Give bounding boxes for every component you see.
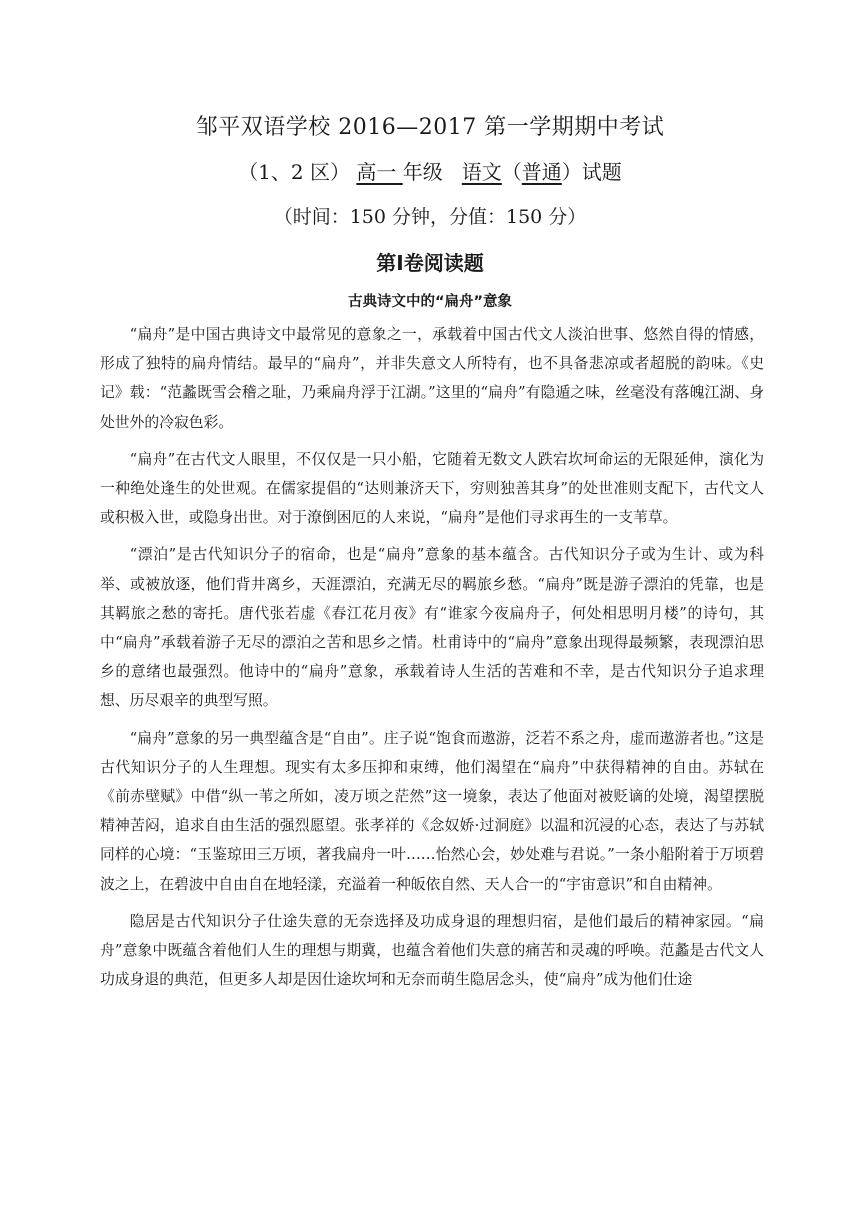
article-title: 古典诗文中的“扁舟”意象 (347, 294, 513, 310)
subject-type-close: ）试题 (561, 160, 622, 184)
article-paragraph: 隐居是古代知识分子仕途失意的无奈选择及功成身退的理想归宿，是他们最后的精神家园。“扁舟”意象中既蕴含着他们人生的理想与期冀，也蕴含着他们失意的痛苦和灵魂的呼唤。范蠡是古代文人功成身退的典范，但更多人却是因仕途坎坷和无奈而萌生隐居念头，使“扁舟”成为他们仕途 (100, 912, 764, 989)
grade-label: 高一 (356, 160, 403, 184)
grade-suffix: 年级 (402, 160, 443, 184)
exam-subtitle (0, 156, 860, 185)
subject-type-open: （ (501, 160, 522, 184)
district-label: （1、2 区） (238, 160, 350, 184)
subject-label: 语文 (461, 160, 502, 184)
subject-type-label: 普通 (521, 160, 562, 184)
article-body (100, 320, 764, 1002)
article-paragraph: “扁舟”是中国古典诗文中最常见的意象之一，承载着中国古代文人淡泊世事、悠然自得的情感，形成了独特的扁舟情结。最早的“扁舟”，并非失意文人所特有，也不具备悲凉或者超脱的韵味。《史记》载：“范蠡既雪会稽之耻，乃乘扁舟浮于江湖。”这里的“扁舟”有隐遁之味，丝毫没有落魄江湖、身处世外的冷寂色彩。 (100, 326, 764, 431)
article-paragraph: “扁舟”意象的另一典型蕴含是“自由”。庄子说“饱食而遨游，泛若不系之舟，虚而遨游者也。”这是古代知识分子的人生理想。现实有太多压抑和束缚，他们渴望在“扁舟”中获得精神的自由。苏轼在《前赤壁赋》中借“纵一苇之所如，凌万顷之茫然”这一境象，表达了他面对被贬谪的处境，渴望摆脱精神苦闷，追求自由生活的强烈愿望。张孝祥的《念奴娇·过洞庭》以温和沉浸的心态，表达了与苏轼同样的心境：“玉鉴琼田三万顷，著我扁舟一叶……怡然心会，妙处难与君说。”一条小船附着于万顷碧波之上，在碧波中自由自在地轻漾，充溢着一种皈依自然、天人合一的“宇宙意识”和自由精神。 (100, 729, 764, 893)
section-title: 第Ⅰ卷阅读题 (376, 251, 484, 275)
article-paragraph: “漂泊”是古代知识分子的宿命，也是“扁舟”意象的基本蕴含。古代知识分子或为生计、或为科举、或被放逐，他们背井离乡，天涯漂泊，充满无尽的羁旅乡愁。“扁舟”既是游子漂泊的凭靠，也是其羁旅之愁的寄托。唐代张若虚《春江花月夜》有“谁家今夜扁舟子，何处相思明月楼”的诗句，其中“扁舟”承载着游子无尽的漂泊之苦和思乡之情。杜甫诗中的“扁舟”意象出现得最频繁，表现漂泊思乡的意绪也最强烈。他诗中的“扁舟”意象，承载着诗人生活的苦难和不幸，是古代知识分子追求理想、历尽艰辛的典型写照。 (100, 546, 764, 710)
exam-time-info: （时间：150 分钟，分值：150 分） (273, 206, 587, 228)
exam-title: 邹平双语学校 2016—2017 第一学期期中考试 (195, 115, 665, 140)
article-paragraph: “扁舟”在古代文人眼里，不仅仅是一只小船，它随着无数文人跌宕坎坷命运的无限延伸，演化为一种绝处逢生的处世观。在儒家提倡的“达则兼济天下，穷则独善其身”的处世准则支配下，古代文人或积极入世，或隐身出世。对于潦倒困厄的人来说，“扁舟”是他们寻求再生的一支苇草。 (100, 450, 764, 527)
